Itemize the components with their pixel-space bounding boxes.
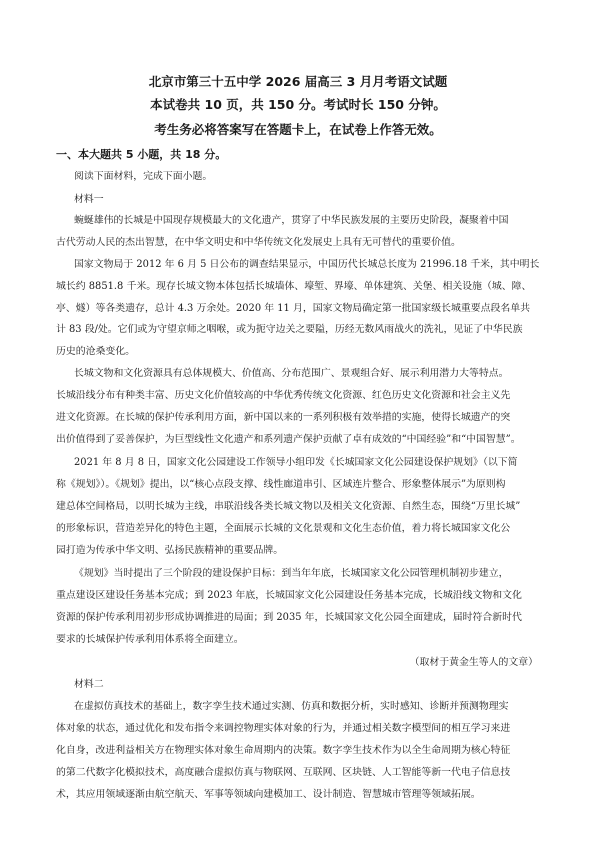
exam-notice: 考生务必将答案写在答题卡上，在试卷上作答无效。 — [154, 122, 442, 137]
paragraph-line: 资源的保护传承利用初步形成协调推进的局面；到 2035 年，长城国家文化公园全面建成，届时符合新时代 — [56, 612, 522, 623]
paragraph-line: 建总体空间格局，以明长城为主线，串联沿线各类长城文物以及相关文化资源、自然生态，围绕“万里长城” — [56, 501, 521, 512]
reading-instruction: 阅读下面材料，完成下面小题。 — [74, 171, 213, 182]
paragraph-line: 的形象标识，营造差异化的特色主题，全面展示长城的文化景观和文化生态价值，着力将长城国家文化公 — [56, 523, 511, 534]
paragraph-line: 计 83 段/处。它们或为守望京师之咽喉，或为扼守边关之要隘，历经无数风雨战火的洗礼，见证了中华民族 — [56, 324, 523, 335]
material1-source: （取材于黄金生等人的文章） — [409, 657, 538, 668]
section-heading: 一、本大题共 5 小题，共 18 分。 — [56, 148, 227, 161]
paragraph-line: 称《规划》）。《规划》提出，以“核心点段支撑、线性廊道串引、区域连片整合、形象整体展示”为原则构 — [56, 479, 506, 490]
paragraph-line: 亭、燧）等各类遗存，总计 4.3 万余处。2020 年 11 月，国家文物局确定第一批国家级长城重要点段名单共 — [56, 303, 530, 314]
paragraph-line: 的第二代数字化模拟技术，高度融合虚拟仿真与物联网、互联网、区块链、人工智能等新一代电子信息技 — [56, 767, 511, 778]
paragraph-line: 出价值得到了妥善保护，为巨型线性文化遗产和系列遗产保护贡献了卓有成效的“中国经验”和“中国智慧”。 — [56, 434, 521, 445]
paragraph-line: 2021 年 8 月 8 日，国家文化公园建设工作领导小组印发《长城国家文化公园建设保护规划》（以下简 — [74, 457, 518, 468]
paragraph-line: 园打造为传承中华文明、弘扬民族精神的重要品牌。 — [56, 545, 284, 556]
paragraph-line: 要求的长城保护传承利用体系将全面建立。 — [56, 634, 244, 645]
paragraph-line: 进文化资源。在长城的保护传承利用方面，新中国以来的一系列积极有效举措的实施，使得长城遗产的突 — [56, 412, 511, 423]
paragraph-line: 城长约 8851.8 千米。现存长城文物本体包括长城墙体、壕堑、界壕、单体建筑、关堡、相关设施（城、障、 — [56, 281, 532, 292]
paragraph-line: 术，其应用领域逐渐由航空航天、军事等领域向建模加工、设计制造、智慧城市管理等领域拓展。 — [56, 789, 481, 800]
paragraph-line: 古代劳动人民的杰出智慧，在中华文明史和中华传统文化发展史上具有无可替代的重要价值。 — [56, 237, 461, 248]
paragraph-line: 国家文物局于 2012 年 6 月 5 日公布的调查结果显示，中国历代长城总长度为 21996.18 千米，其中明长 — [74, 259, 540, 270]
paragraph-line: 《规划》当时提出了三个阶段的建设保护目标：到当年年底，长城国家文化公园管理机制初步建立， — [74, 568, 509, 579]
material2-label: 材料二 — [74, 679, 104, 690]
paragraph-line: 长城文物和文化资源具有总体规模大、价值高、分布范围广、景观组合好、展示利用潜力大等特点。 — [74, 368, 509, 379]
paragraph-line: 在虚拟仿真技术的基础上，数字孪生技术通过实测、仿真和数据分析，实时感知、诊断并预测物理实 — [74, 701, 509, 712]
paragraph-line: 蜿蜒雄伟的长城是中国现存规模最大的文化遗产，贯穿了中华民族发展的主要历史阶段，凝聚着中国 — [74, 215, 509, 226]
paragraph-line: 重点建设区建设任务基本完成；到 2023 年底，长城国家文化公园建设任务基本完成，长城沿线文物和文化 — [56, 590, 522, 601]
paragraph-line: 历史的沧桑变化。 — [56, 346, 136, 357]
paragraph-line: 体对象的状态，通过优化和发布指令来调控物理实体对象的行为，并通过相关数字模型间的相互学习来进 — [56, 723, 511, 734]
paragraph-line: 长城沿线分布有种类丰富、历史文化价值较高的中华优秀传统文化资源、红色历史文化资源和社会主义先 — [56, 390, 511, 401]
exam-info: 本试卷共 10 页，共 150 分。考试时长 150 分钟。 — [150, 97, 446, 112]
exam-title: 北京市第三十五中学 2026 届高三 3 月月考语文试题 — [148, 74, 448, 89]
material1-label: 材料一 — [74, 194, 104, 205]
paragraph-line: 化自身，改进利益相关方在物理实体对象生命周期内的决策。数字孪生技术作为以全生命周期为核心特征 — [56, 745, 511, 756]
